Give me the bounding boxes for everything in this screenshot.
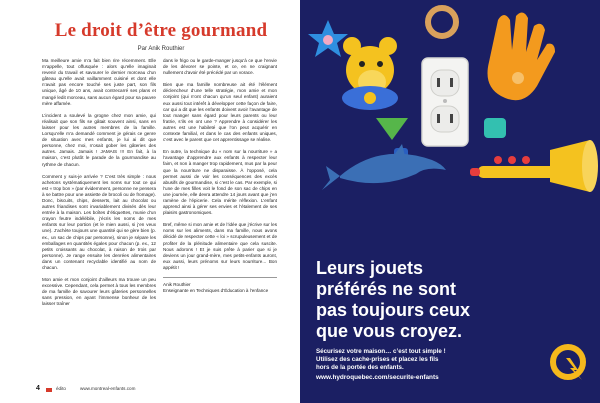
byline: Par Anik Routhier — [137, 46, 185, 52]
signature-divider — [163, 277, 277, 278]
toys-illustration — [300, 0, 600, 250]
star-rattle-toy — [308, 20, 348, 57]
paragraph: En outre, la technique du « nom sur la nourriture » a l’avantage d’apprendre aux enfants à respecter leur faim, et non à manger trop rapidement, mus par la peur que la nourriture ne disparaisse. À l’opposé, cela permet aussi de voir les conséquences des excès abusifs de gourmandise, si c’est le cas. Par exemple, si l’une de mes filles voit le fond de son sac de chips en une journée, elle devra attendre 14 jours avant que j’en ramène de l’épicerie. Cela mérite réflexion. L’enfant apprend ainsi à gérer ses envies et l’étalement de ses plaisirs gastronomiques. — [163, 149, 277, 216]
ad-headline-line: préférés ne sont — [316, 279, 457, 299]
signature — [163, 277, 277, 294]
paragraph: Comment y suis-je arrivée ? C’est très simple : nous achetons systématiquement les noms sur tout ce qui est « trop bon » (par évidemment, personne ne pensera à se battre pour une assiette de brocoli ou de fromage). Donc, biscuits, chips, desserts, lait au chocolat ou autres friandises sont invariablement divisés dès leur entrée à la maison. Les boîtes d’étiquettes, munie d’un crayon feutre indélébile, j’écris les noms de mes enfants sur leur portion (et le mien aussi, si j’en veux une). J’achète toujours une quantité qui se gère bien (p. ex., un sac de chips par personne), sinon je sépare les emballages en quantités égales pour chacun (p. ex., 12 petits croissants au chocolat, à raison de trois par personne). Je range ensuite les denrées alimentaires dans un contenant recyclable identifié au nom de chacun. — [42, 173, 156, 270]
ad-headline — [316, 258, 576, 342]
paragraph: Mon amie et mon conjoint d’ailleurs ma trouve un peu excessive. Cependant, cela permet à tous les membres de ma famille de savourer leurs gâteries personnelles sans pression, en ayant l’immense bonheur de les laisser traîner — [42, 277, 156, 307]
hydro-quebec-logo-icon — [548, 342, 588, 382]
paragraph: dans le frigo ou le garde-manger jusqu’à ce que l’envie de les dévorer se pointe, et ce, en ne craignant nullement d’avoir été précédé par un vorace. — [163, 58, 277, 76]
article-column-1 — [42, 58, 156, 388]
paragraph: Bien que ma famille nombreuse ait été l’élément déclencheur d’une telle stratégie, mon amie et mon conjoint (qui n’ont chacun qu’un seul enfant) auraient eux aussi tout intérêt à développer cette façon de faire, car qui a dit que les enfants doivent avoir l’avantage de tout manger sans égard pour leurs parents ou leur fratrie, s’ils en ont une ? Apprendre à considérer les autres est une habileté que l’on peut acquérir en contexte familial, et dans le cas des enfants uniques, c’est avec le parent que cet apprentissage se réalise. — [163, 82, 277, 143]
signature-role: Enseignante en Techniques d’Éducation à l’enfance — [163, 287, 269, 293]
ad-sub-line: Sécurisez votre maison… c’est tout simple ! — [316, 348, 446, 355]
teether-ring-toy — [428, 8, 456, 36]
teal-block-toy — [484, 118, 506, 138]
article-column-2 — [163, 58, 277, 388]
ad-sub-line: Utilisez des cache-prises et placez les fils — [316, 356, 439, 363]
footer-accent-bar — [46, 388, 52, 392]
toy-trumpet — [470, 140, 598, 192]
paragraph: L’incident a soulevé la grogne chez mon amie, qui réalisait que son fils se gâtait souvent ainsi, sans en laisser pour les autres membres de la famille. Lorsqu’elle m’a demandé comment je gérais ce genre de situation avec mes enfants, je lui ai dit que personne, chez moi, n’osait gober les gâteries des autres. Jamais. Jamais ! JAMAIS !!! En fait, à la maison, c’est plutôt le parade de la gourmandise au rythme de chacun. — [42, 112, 156, 167]
paragraph: Bref, même si mon amie et de l’idée que j’écrive sur les noms sur les aliments, dans ma famille, nous avons décidé de respecter cette « loi » scrupuleusement et de profiter de la plénitude alimentaire que cela suscite. Nous adorons ! Et je suis prête à parier que si je deviens un jour grand-mère, mes petits-enfants auront, eux aussi, leurs prénoms sur leurs nourriture... Bon appétit ! — [163, 222, 277, 270]
paragraph: Ma meilleure amie m’a fait bien rire récemment. Elle m’appelle, tout offusquée : alors qu’elle imaginait revenir du travail et savourer le dernier morceau d’un gâteau qu’elle avait vaillamment cuisiné et dont elle n’avait pas encore touché ses juste part, son fils unique, âgé de 10 ans, avait contrecarré ses plans et mangé ledit morceau, sans aucun égard pour sa pauvre mère affamée. — [42, 58, 156, 106]
footer-website-link[interactable]: www.montreal-enfants.com — [80, 386, 136, 391]
ad-sub-line: hors de la portée des enfants. — [316, 364, 404, 371]
signature-name: Anik Routhier — [163, 281, 191, 287]
ad-headline-line: Leurs jouets — [316, 258, 424, 278]
footer-section-label: édito — [56, 386, 66, 391]
teddy-bear-toy — [342, 37, 398, 110]
dolphin-toy — [322, 144, 446, 190]
page-number: 4 — [36, 385, 40, 392]
electrical-outlet — [422, 58, 468, 146]
page-footer — [0, 385, 300, 397]
green-block-toy — [376, 118, 408, 140]
ad-headline-line: pas toujours ceux — [316, 300, 471, 320]
ad-website-link[interactable]: www.hydroquebec.com/securite-enfants — [316, 374, 439, 381]
article-title: Le droit d’être gourmand — [54, 20, 268, 41]
hand-teether-toy — [488, 12, 556, 100]
ad-subtext — [316, 348, 546, 372]
ad-headline-line: que vous croyez. — [316, 321, 463, 341]
advertisement-page — [300, 0, 600, 403]
